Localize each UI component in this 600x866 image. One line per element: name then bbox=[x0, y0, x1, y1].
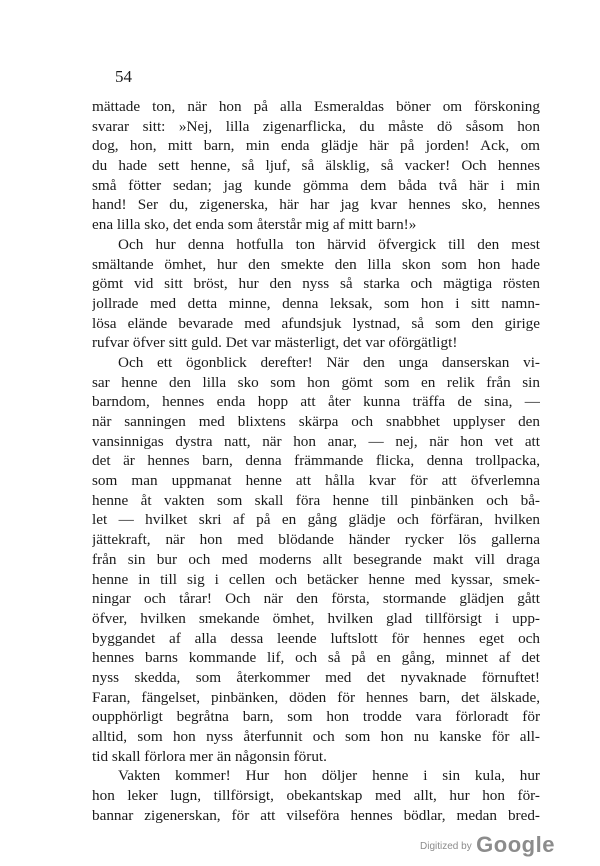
text-line: jättekraft, när hon med blödande händer rycker lös gallerna bbox=[92, 531, 540, 549]
text-line: bannar zigenerskan, för att vilseföra hennes bödlar, medan bred- bbox=[92, 806, 540, 824]
text-line: det är hennes barn, denna främmande flicka, denna trollpacka, bbox=[92, 452, 540, 470]
text-line: små fötter sedan; jag kunde gömma dem båda två här i min bbox=[92, 176, 540, 194]
text-line: byggandet af alla dessa leende luftslott för hennes eget och bbox=[92, 629, 540, 647]
text-line: hennes barns kommande lif, och så på en gång, minnet af det bbox=[92, 649, 540, 667]
text-line: hon leker lugn, tillförsigt, obekantskap med allt, hur hon för- bbox=[92, 787, 540, 805]
text-line: Vakten kommer! Hur hon döljer henne i sin kula, hur bbox=[118, 767, 540, 785]
page-number: 54 bbox=[115, 67, 132, 86]
body-text bbox=[92, 97, 540, 825]
text-line: oupphörligt begråtna barn, som hon trodde vara förloradt för bbox=[92, 708, 540, 726]
text-line: jollrade med detta minne, denna leksak, som hon i sitt namn- bbox=[92, 294, 540, 312]
text-line: vansinnigas dystra natt, när hon anar, — nej, när hon vet att bbox=[92, 432, 540, 450]
text-line: öfver, hvilken smekande ömhet, hvilken glad tillförsigt i upp- bbox=[92, 609, 540, 627]
text-line: hand! Ser du, zigenerska, här har jag kvar hennes sko, hennes bbox=[92, 196, 540, 214]
watermark-prefix: Digitized by bbox=[420, 841, 472, 852]
text-line: svarar sitt: »Nej, lilla zigenarflicka, du måste dö såsom hon bbox=[92, 117, 540, 135]
text-line: som man uppmanat henne att hålla kvar för att öfverlemna bbox=[92, 472, 540, 490]
text-line: henne in till sig i cellen och betäcker henne med kyssar, smek- bbox=[92, 570, 540, 588]
text-line: henne åt vakten som skall föra henne till pinbänken och bå- bbox=[92, 491, 540, 509]
text-line: rufvar öfver sitt guld. Det var mästerligt, det var oförgätligt! bbox=[92, 334, 458, 352]
text-line: let — hvilket skri af på en gång glädje och förfäran, hvilken bbox=[92, 511, 540, 529]
text-line: från sin bur och med moderns allt besegrande makt vill draga bbox=[92, 550, 540, 568]
text-line: gömt vid sitt bröst, hur den nyss så starka och mägtiga rösten bbox=[92, 275, 540, 293]
text-line: nyss skedda, som återkommer med det nyvaknade förnuftet! bbox=[92, 668, 540, 686]
text-line: barndom, hennes enda hopp att åter kunna träffa de sina, — bbox=[92, 393, 540, 411]
text-line: sar henne den lilla sko som hon gömt som en relik från sin bbox=[92, 373, 540, 391]
text-line: Och hur denna hotfulla ton härvid öfvergick till den mest bbox=[118, 235, 540, 253]
text-line: Faran, fängelset, pinbänken, döden för hennes barn, det älskade, bbox=[92, 688, 540, 706]
text-line: lösa elände bevarade med afundsjuk lystnad, så som den girige bbox=[92, 314, 540, 332]
text-line: dog, hon, mitt barn, min enda glädje här på jorden! Ack, om bbox=[92, 137, 540, 155]
text-line: ena lilla sko, det enda som återstår mig af mitt barn!» bbox=[92, 216, 417, 234]
text-line: mättade ton, när hon på alla Esmeraldas böner om förskoning bbox=[92, 98, 540, 115]
google-watermark bbox=[420, 832, 555, 858]
watermark-brand: Google bbox=[476, 832, 555, 857]
text-line: tid skall förlora mer än någonsin förut. bbox=[92, 747, 327, 765]
text-line: Och ett ögonblick derefter! När den unga danserskan vi- bbox=[118, 353, 540, 371]
text-line: du hade sett henne, så ljuf, så älsklig, så vacker! Och hennes bbox=[92, 157, 540, 175]
text-line: när sanningen med blixtens skärpa och snabbhet upplyser den bbox=[92, 413, 540, 430]
text-line: ningar och tårar! Och när den första, stormande glädjen gått bbox=[92, 590, 540, 608]
text-line: smältande ömhet, hur den smekte den lilla skon som hon hade bbox=[92, 255, 540, 273]
text-line: alltid, som hon nyss återfunnit och som hon nu kanske för all- bbox=[92, 728, 540, 745]
